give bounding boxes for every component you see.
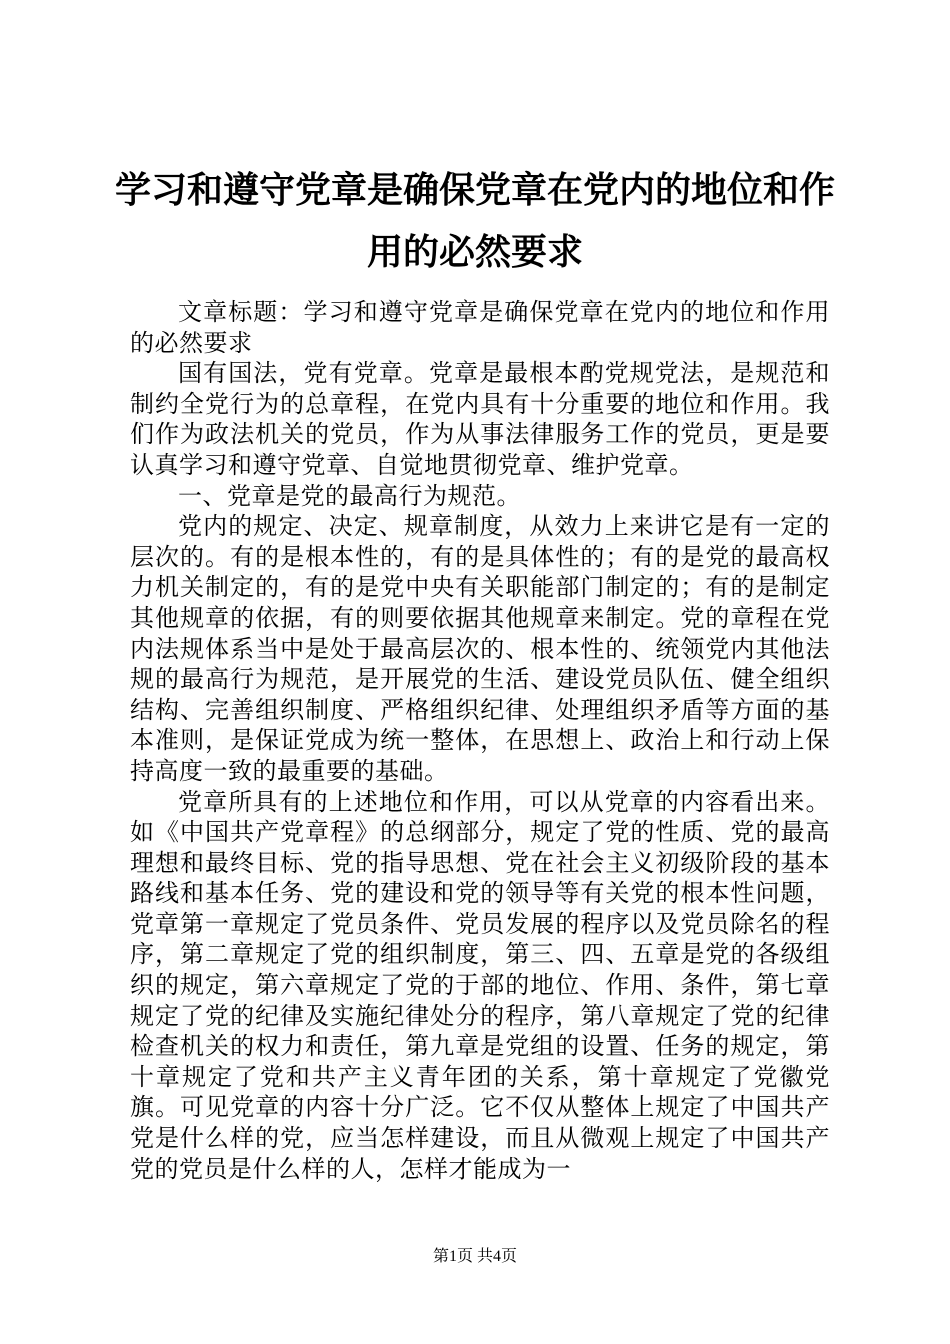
paragraph-regulation-levels: 党内的规定、决定、规章制度，从效力上来讲它是有一定的层次的。有的是根本性的，有的是具体性的；有的是党的最高权力机关制定的，有的是党中央有关职能部门制定的；有的是制定其他规章的依据，有的则要依据其他规章来制定。党的章程在党内法规体系当中是处于最高层次的、根本性的、统领党内其他法规的最高行为规范，是开展党的生活、建设党员队伍、健全组织结构、完善组织制度、严格组织纪律、处理组织矛盾等方面的基本准则，是保证党成为统一整体，在思想上、政治上和行动上保持高度一致的最重要的基础。 (130, 512, 830, 785)
document-title: 学习和遵守党章是确保党章在党内的地位和作用的必然要求 (114, 170, 835, 273)
page-number-footer: 第1页 共4页 (432, 1248, 517, 1265)
paragraph-charter-content: 党章所具有的上述地位和作用，可以从党章的内容看出来。如《中国共产党章程》的总纲部分，规定了党的性质、党的最高理想和最终目标、党的指导思想、党在社会主义初级阶段的基本路线和基本任务、党的建设和党的领导等有关党的根本性问题，党章第一章规定了党员条件、党员发展的程序以及党员除名的程序，第二章规定了党的组织制度，第三、四、五章是党的各级组织的规定，第六章规定了党的于部的地位、作用、条件，第七章规定了党的纪律及实施纪律处分的程序，第八章规定了党的纪律检查机关的权力和责任，第九章是党组的设置、任务的规定，第十章规定了党和共产主义青年团的关系，第十章规定了党徽党旗。可见党章的内容十分广泛。它不仅从整体上规定了中国共产党是什么样的党，应当怎样建设，而且从微观上规定了中国共产党的党员是什么样的人，怎样才能成为一 (130, 787, 830, 1183)
paragraph-intro: 国有国法，党有党章。党章是最根本酌党规党法，是规范和制约全党行为的总章程，在党内具有十分重要的地位和作用。我们作为政法机关的党员，作为从事法律服务工作的党员，更是要认真学习和遵守党章、自觉地贯彻党章、维护党章。 (130, 359, 830, 479)
paragraph-article-title: 文章标题：学习和遵守党章是确保党章在党内的地位和作用的必然要求 (130, 298, 830, 357)
document-body (130, 297, 830, 1184)
section-heading-1: 一、党章是党的最高行为规范。 (178, 481, 521, 510)
